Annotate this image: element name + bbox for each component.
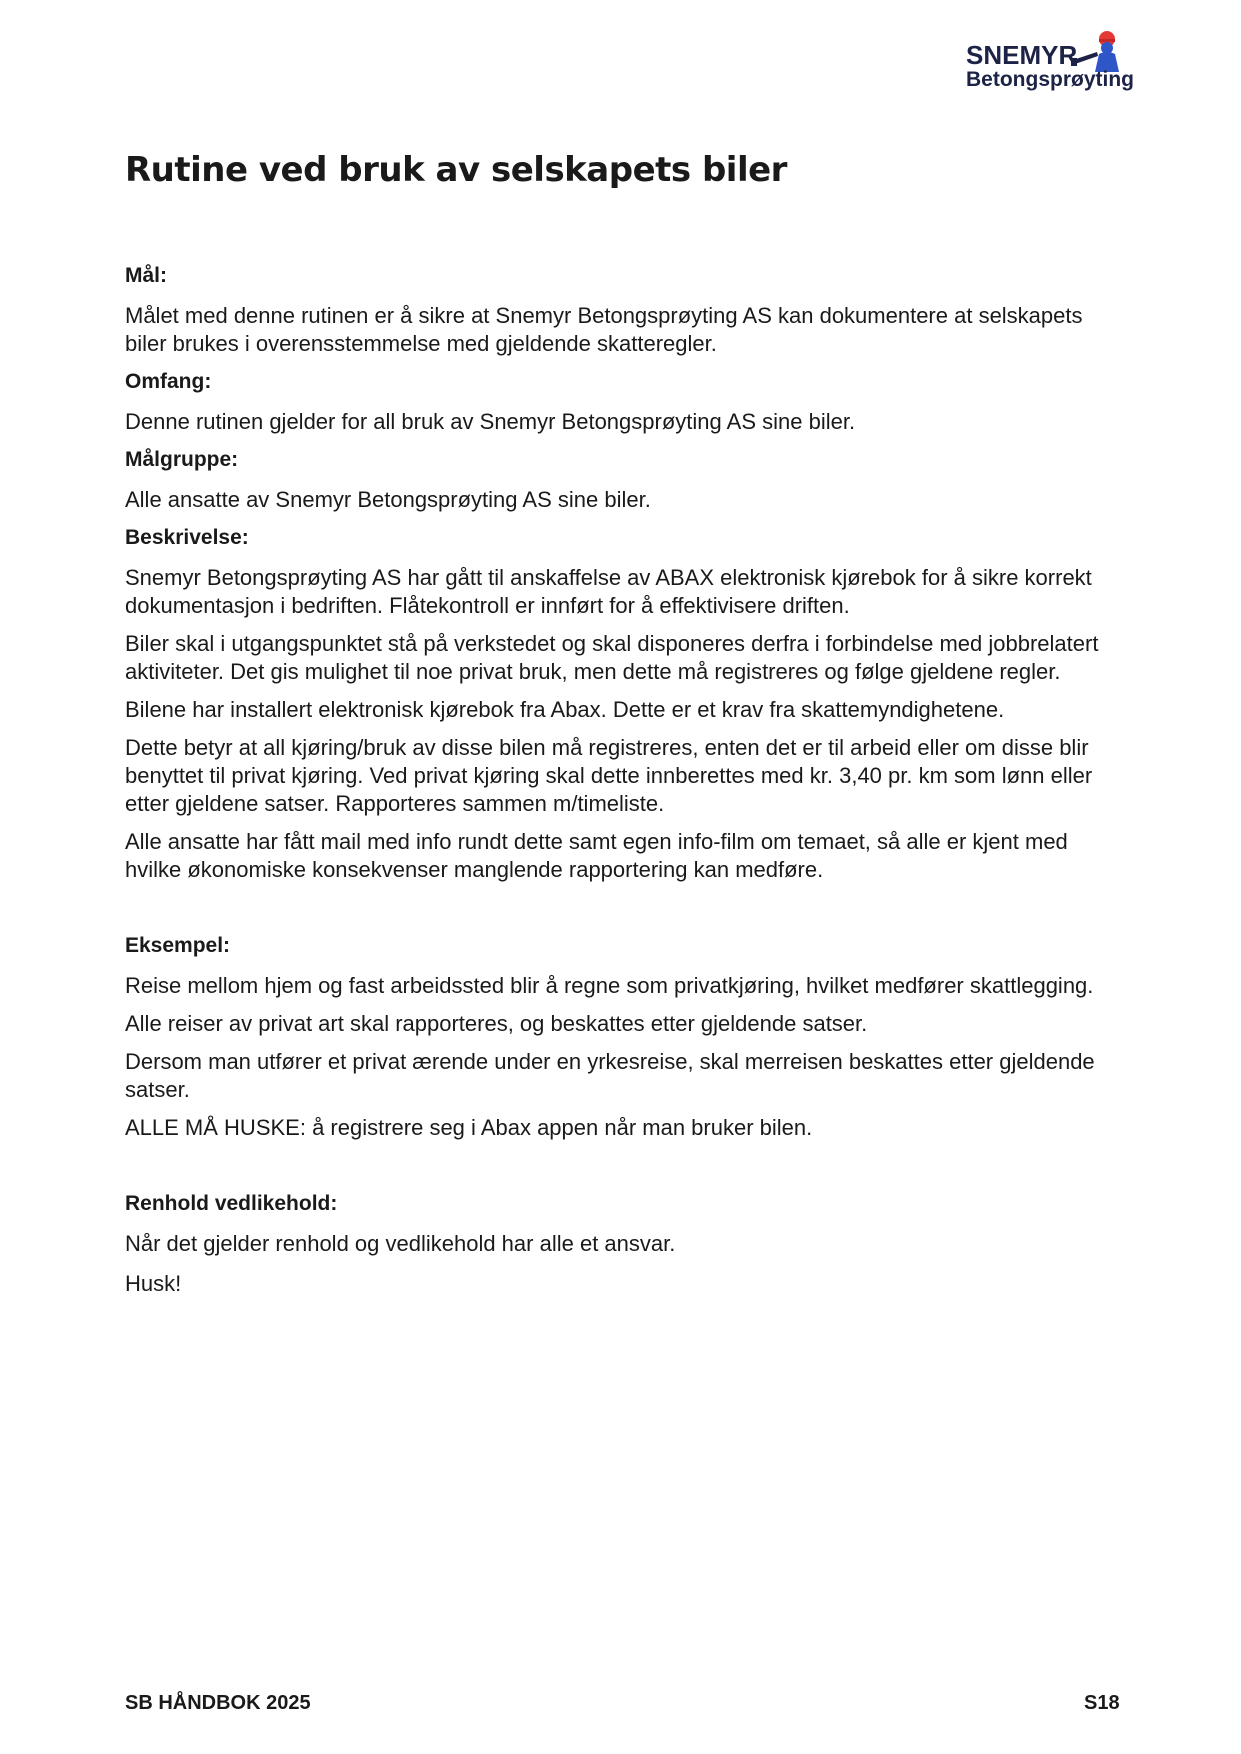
logo-line-1: SNEMYR (966, 40, 1078, 70)
paragraph: Dette betyr at all kjøring/bruk av disse bilen må registreres, enten det er til arbeid eller om disse blir benyttet til privat kjøring. Ved privat kjøring skal dette innberettes med kr. 3,40 pr. km som lønn eller etter gjeldene satser. Rapporteres sammen m/timeliste. (125, 735, 1093, 816)
paragraph: Denne rutinen gjelder for all bruk av Snemyr Betongsprøyting AS sine biler. (125, 409, 856, 434)
page-number: S18 (1084, 1692, 1120, 1714)
section-heading-omfang: Omfang: (125, 370, 212, 393)
company-logo (966, 28, 1134, 96)
document-body (125, 262, 1125, 1298)
paragraph: Snemyr Betongsprøyting AS har gått til anskaffelse av ABAX elektronisk kjørebok for å sikre korrekt dokumentasjon i bedriften. Flåtekontroll er innført for å effektivisere driften. (125, 565, 1092, 618)
paragraph: Målet med denne rutinen er å sikre at Snemyr Betongsprøyting AS kan dokumentere at selskapets biler brukes i overensstemmelse med gjeldende skatteregler. (125, 303, 1083, 356)
section-heading-beskrivelse: Beskrivelse: (125, 526, 249, 549)
section-heading-maal: Mål: (125, 264, 167, 287)
paragraph: Når det gjelder renhold og vedlikehold har alle et ansvar. (125, 1231, 676, 1256)
paragraph: Dersom man utfører et privat ærende under en yrkesreise, skal merreisen beskattes etter gjeldende satser. (125, 1049, 1095, 1102)
spray-worker-icon (1069, 28, 1125, 72)
paragraph: Reise mellom hjem og fast arbeidssted blir å regne som privatkjøring, hvilket medfører skattlegging. (125, 973, 1094, 998)
paragraph: Husk! (125, 1271, 182, 1296)
page-title: Rutine ved bruk av selskapets biler (125, 150, 787, 190)
paragraph: ALLE MÅ HUSKE: å registrere seg i Abax appen når man bruker bilen. (125, 1115, 813, 1140)
section-heading-renhold: Renhold vedlikehold: (125, 1192, 338, 1215)
logo-line-2: Betongsprøyting (966, 68, 1134, 91)
footer-handbook-label: SB HÅNDBOK 2025 (125, 1692, 311, 1714)
paragraph: Alle ansatte har fått mail med info rundt dette samt egen info-film om temaet, så alle er kjent med hvilke økonomiske konsekvenser manglende rapportering kan medføre. (125, 829, 1068, 882)
section-heading-maalgruppe: Målgruppe: (125, 448, 239, 471)
paragraph: Alle ansatte av Snemyr Betongsprøyting AS sine biler. (125, 487, 651, 512)
paragraph: Biler skal i utgangspunktet stå på verkstedet og skal disponeres derfra i forbindelse med jobbrelatert aktiviteter. Det gis mulighet til noe privat bruk, men dette må registreres og følge gjeldene regler. (125, 631, 1099, 684)
section-heading-eksempel: Eksempel: (125, 934, 231, 957)
paragraph: Bilene har installert elektronisk kjørebok fra Abax. Dette er et krav fra skattemyndighetene. (125, 697, 1005, 722)
paragraph: Alle reiser av privat art skal rapporteres, og beskattes etter gjeldende satser. (125, 1011, 868, 1036)
